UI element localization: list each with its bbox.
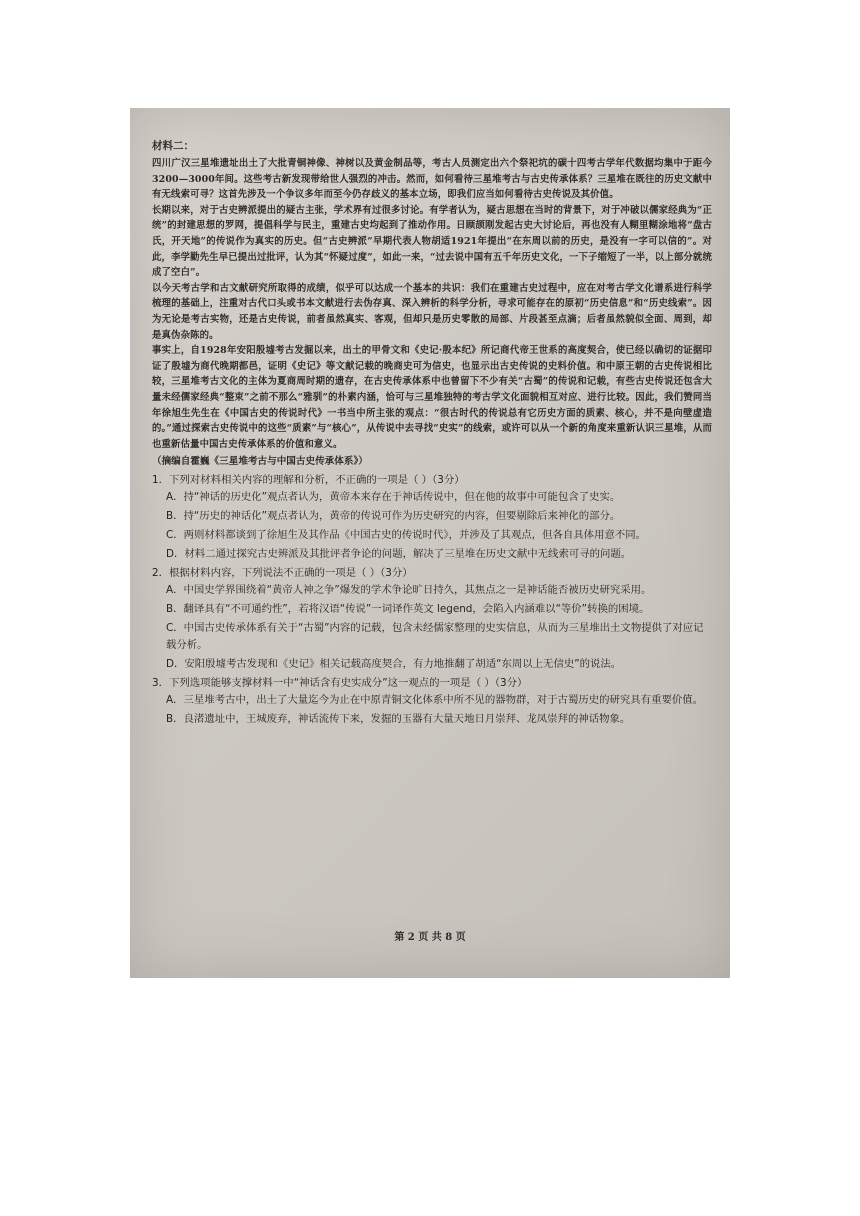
question-1-option-c: C．两则材料都谈到了徐旭生及其作品《中国古史的传说时代》，并涉及了其观点，但各自具体用意不同。 [166, 529, 647, 542]
material-heading: 材料二： [152, 140, 194, 152]
page-number-footer: 第 2 页 共 8 页 [394, 932, 466, 943]
material-paragraph-1: 四川广汉三星堆遗址出土了大批青铜神像、神树以及黄金制品等，考古人员测定出六个祭祀坑的碳十四考古学年代数据均集中于距今3200—3000年间。这些考古新发现带给世人强烈的冲击。然而，如何看待三星堆考古与古史传承体系？三星堆在既往的历史文献中有无线索可寻？这首先涉及一个争议多年而至今仍存歧义的基本立场，即我们应当如何看待古史传说及其价值。 [152, 158, 712, 201]
exam-sheet [152, 138, 712, 730]
question-2-option-d: D．安阳殷墟考古发现和《史记》相关记载高度契合，有力地推翻了胡适“东周以上无信史”的说法。 [166, 658, 622, 671]
material-paragraph-2: 长期以来，对于古史辨派提出的疑古主张，学术界有过很多讨论。有学者认为，疑古思想在当时的背景下，对于冲破以儒家经典为“正统”的封建思想的罗网，提倡科学与民主，重建古史均起到了推动作用。日顾颉刚发起古史大讨论后，再也没有人糊里糊涂地将“盘古氏，开天地”的传说作为真实的历史。但“古史辨派”早期代表人物胡适1921年提出“在东周以前的历史，是没有一字可以信的”。对此，李学勤先生早已提出过批评，认为其“怀疑过度”，如此一来，“过去说中国有五千年历史文化，一下子缩短了一半，以上部分就统成了空白”。 [152, 204, 712, 279]
material-paragraph-3: 以今天考古学和古文献研究所取得的成绩，似乎可以达成一个基本的共识：我们在重建古史过程中，应在对考古学文化谱系进行科学梳理的基础上，注重对古代口头或书本文献进行去伪存真、深入辨析的科学分析，寻求可能存在的原初“历史信息”和“历史线索”。因为无论是考古实物，还是古史传说，前者虽然真实、客观，但却只是历史零散的局部、片段甚至点滴；后者虽然貌似全面、周到，却是真伪杂陈的。 [152, 282, 712, 341]
question-2-option-b: B．翻译具有“不可通约性”，若将汉语“传说”一词译作英文 legend，会陷入内涵难以“等价”转换的困境。 [166, 603, 650, 616]
question-1-option-d: D．材料二通过探究古史辨派及其批评者争论的问题，解决了三星堆在历史文献中无线索可寻的问题。 [166, 548, 632, 561]
question-2-option-a: A．中国史学界围绕着“黄帝人神之争”爆发的学术争论旷日持久，其焦点之一是神话能否被历史研究采用。 [166, 584, 652, 597]
question-2-option-c: C．中国古史传承体系有关于“古蜀”内容的记载，包含未经儒家整理的史实信息，从而为三星堆出土文物提供了对应记载分析。 [166, 622, 704, 652]
question-1-stem: 1．下列对材料相关内容的理解和分析，不正确的一项是（ ）（3分） [152, 474, 465, 487]
material-paragraph-4: 事实上，自1928年安阳殷墟考古发掘以来，出土的甲骨文和《史记·殷本纪》所记商代帝王世系的高度契合，使已经以确切的证据印证了殷墟为商代晚期都邑，证明《史记》等文献记载的晚商史可为信史，也显示出古史传说的史料价值。和中原王朝的古史传说相比较，三星堆考古文化的主体为夏商周时期的遗存，在古史传承体系中也曾留下不少有关“古蜀”的传说和记载，有些古史传说还包含大量未经儒家经典“整束”之前不那么“雅驯”的朴素内涵，恰可与三星堆独特的考古学文化面貌相互对应、进行比较。因此，我们赞同当年徐旭生先生在《中国古史的传说时代》一书当中所主张的观点：“很古时代的传说总有它历史方面的质素、核心，并不是向壁虚造的。”通过探索古史传说中的这些“质素”与“核心”，从传说中去寻找“史实”的线索，或许可以从一个新的角度来重新认识三星堆，从而也重新估量中国古史传承体系的价值和意义。 [152, 345, 712, 450]
material-source: （摘编自霍巍《三星堆考古与中国古史传承体系》） [152, 456, 368, 468]
question-3-option-b: B．良渚遗址中，王城废弃，神话流传下来，发掘的玉器有大量天地日月崇拜、龙凤崇拜的神话物象。 [166, 713, 631, 726]
question-3-stem: 3．下列选项能够支撑材料一中“神话含有史实成分”这一观点的一项是（ ）（3分） [152, 677, 528, 690]
question-1-option-b: B．持“历史的神话化”观点者认为，黄帝的传说可作为历史研究的内容，但要剔除后来神化的部分。 [166, 510, 621, 523]
question-1-option-a: A．持“神话的历史化”观点者认为，黄帝本来存在于神话传说中，但在他的故事中可能包含了史实。 [166, 491, 621, 504]
document-photo [130, 108, 730, 978]
question-2-stem: 2．根据材料内容，下列说法不正确的一项是（ ）（3分） [152, 567, 413, 580]
question-3-option-a: A．三星堆考古中，出土了大量迄今为止在中原青铜文化体系中所不见的器物群，对于古蜀历史的研究具有重要价值。 [166, 694, 704, 707]
